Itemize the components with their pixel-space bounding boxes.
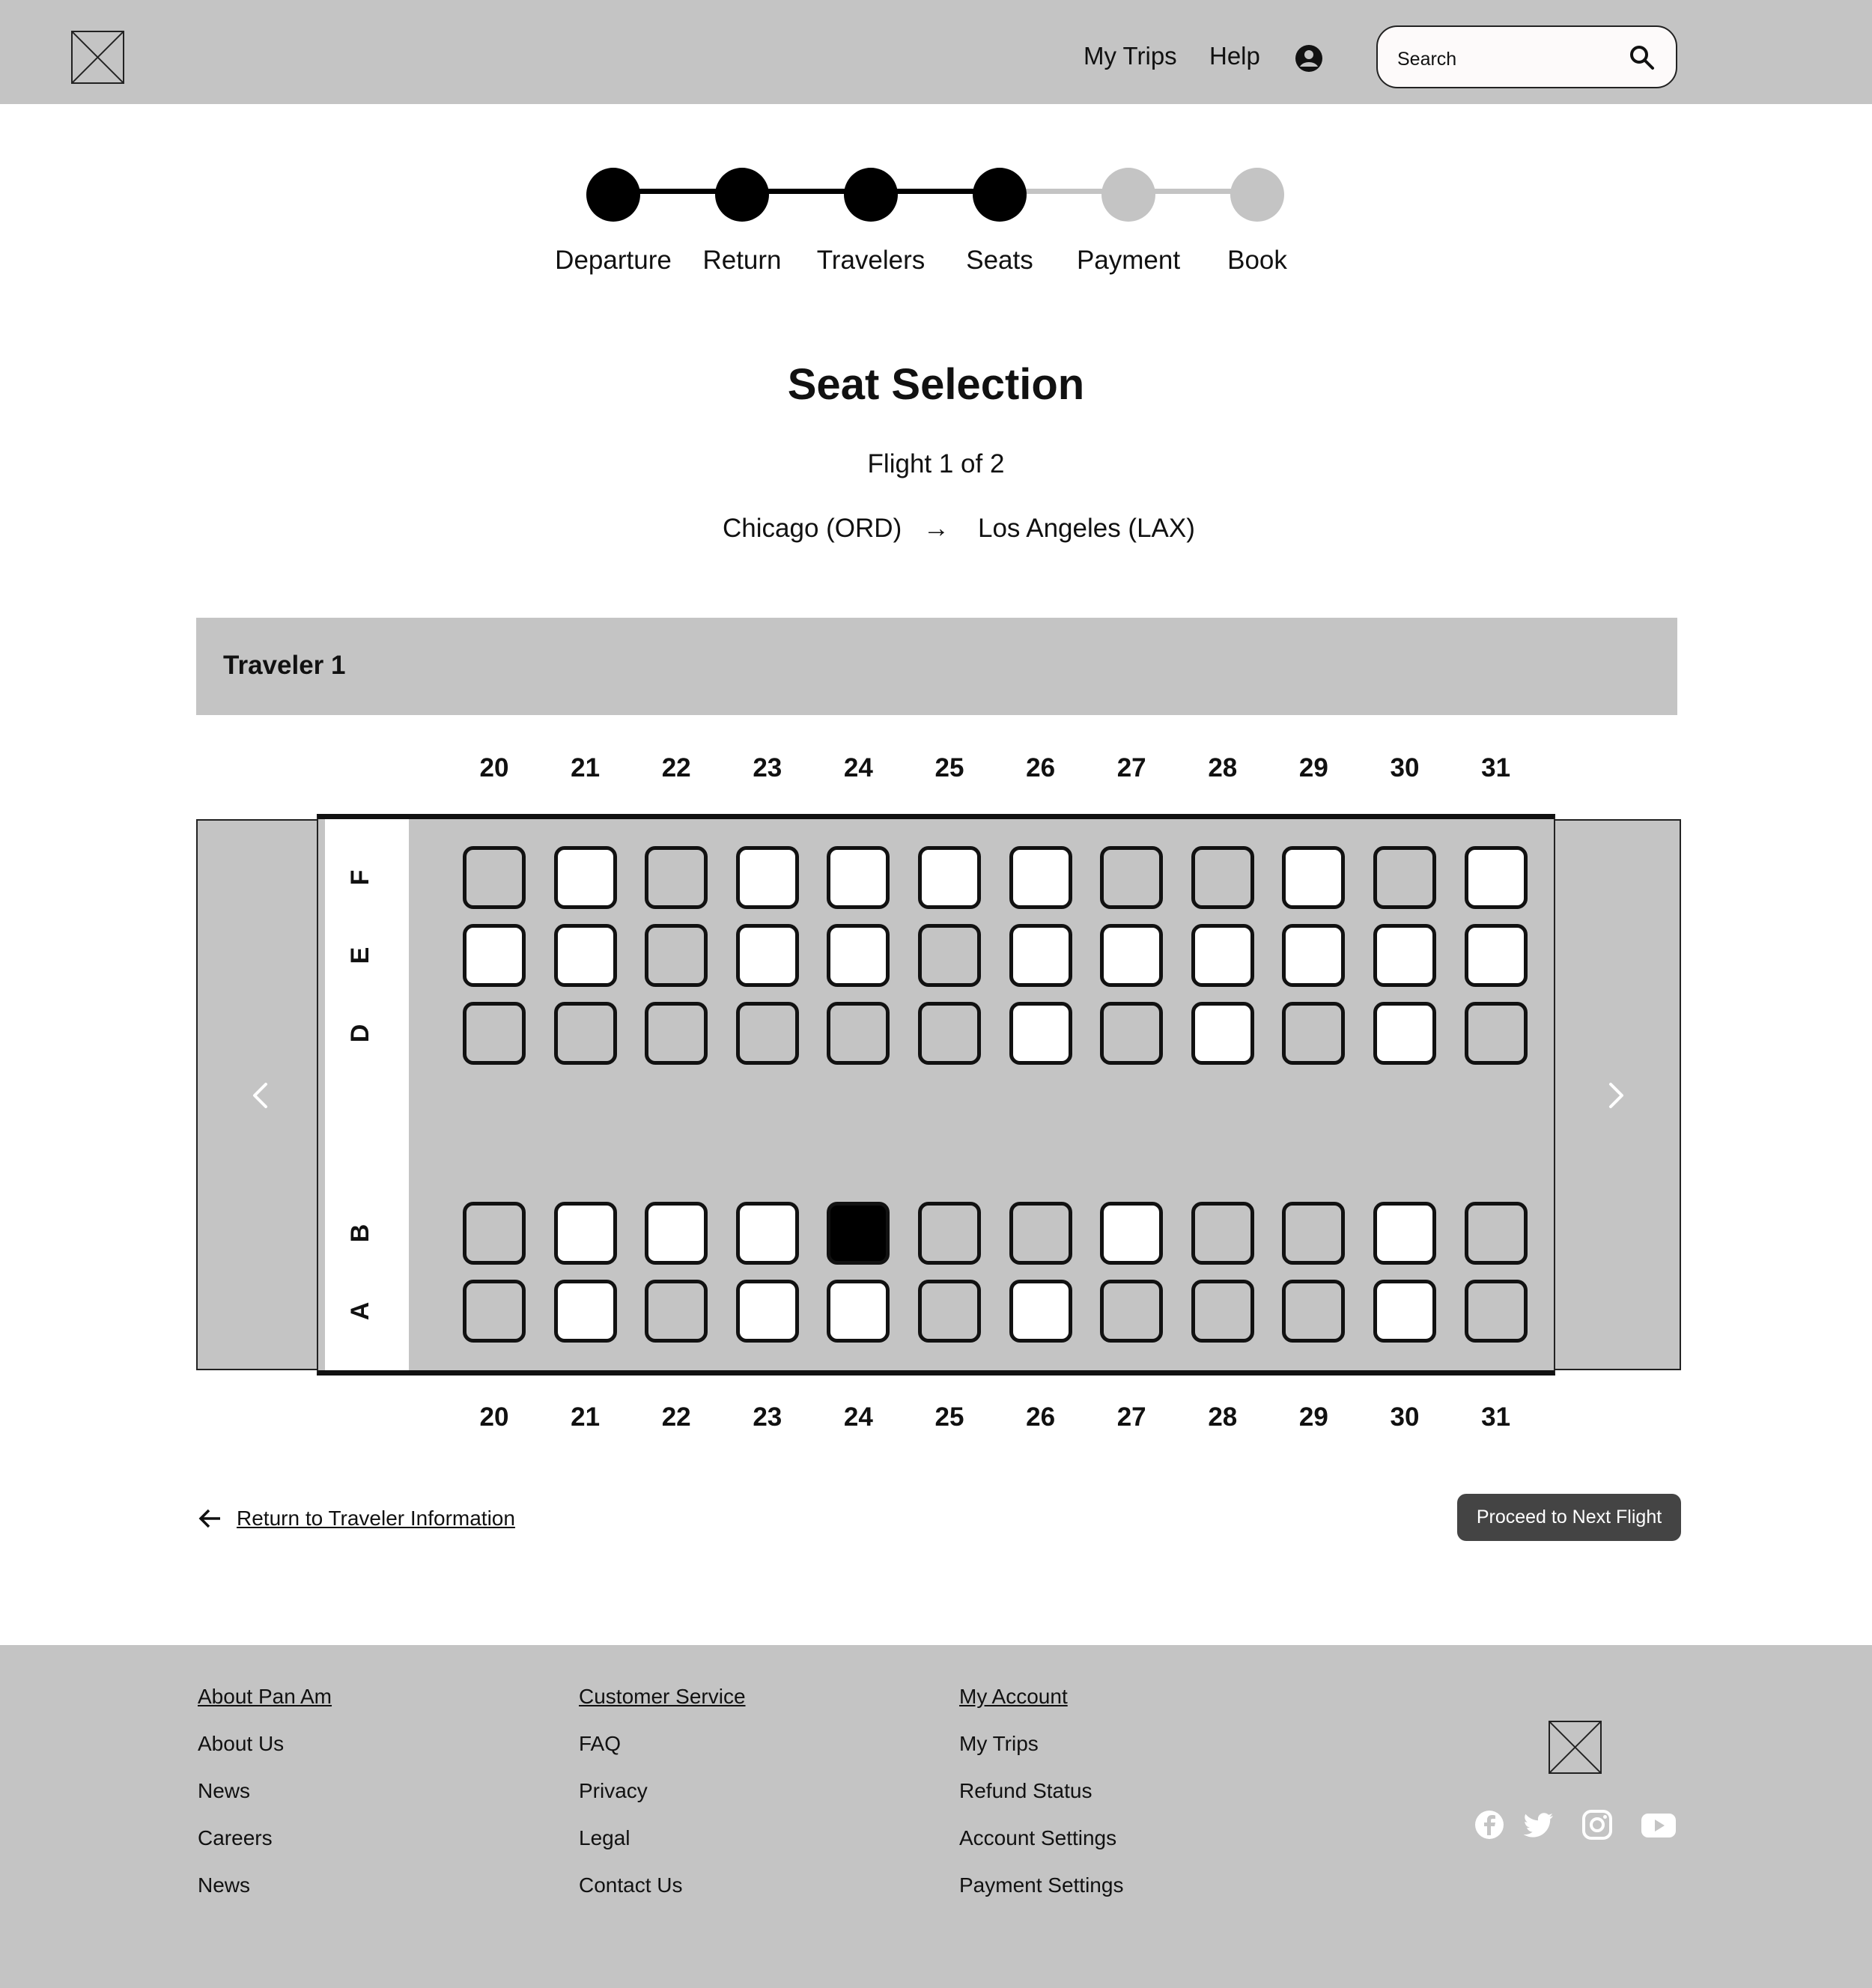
footer-link[interactable]: My Trips bbox=[959, 1732, 1039, 1755]
seat-30E[interactable] bbox=[1373, 924, 1436, 987]
column-number: 29 bbox=[1298, 753, 1328, 782]
search-input[interactable] bbox=[1396, 43, 1623, 75]
logo-placeholder-icon[interactable] bbox=[71, 31, 124, 84]
step-dot-payment bbox=[1101, 168, 1155, 222]
row-label-a: A bbox=[345, 1301, 374, 1321]
seat-26D[interactable] bbox=[1009, 1002, 1072, 1065]
seat-25A[interactable] bbox=[918, 1280, 981, 1343]
column-number: 23 bbox=[753, 753, 782, 782]
column-number: 31 bbox=[1481, 1402, 1511, 1432]
seat-24F[interactable] bbox=[827, 846, 890, 909]
footer-heading-link[interactable]: About Pan Am bbox=[198, 1685, 332, 1708]
column-number: 21 bbox=[571, 753, 601, 782]
seat-31B[interactable] bbox=[1465, 1202, 1528, 1265]
seat-23F[interactable] bbox=[736, 846, 799, 909]
footer-heading-link[interactable]: My Account bbox=[959, 1685, 1068, 1708]
column-number: 29 bbox=[1298, 1402, 1328, 1432]
seat-28D[interactable] bbox=[1191, 1002, 1254, 1065]
traveler-header[interactable] bbox=[196, 618, 1677, 715]
arrow-left-icon bbox=[196, 1505, 223, 1532]
twitter-icon[interactable] bbox=[1522, 1808, 1556, 1842]
site-header bbox=[0, 0, 1872, 104]
footer-link[interactable]: Payment Settings bbox=[959, 1873, 1124, 1897]
seat-22F[interactable] bbox=[645, 846, 708, 909]
seat-29D[interactable] bbox=[1282, 1002, 1345, 1065]
seat-27D[interactable] bbox=[1100, 1002, 1163, 1065]
seat-28A[interactable] bbox=[1191, 1280, 1254, 1343]
step-dot-return bbox=[715, 168, 769, 222]
footer-column bbox=[198, 1685, 332, 1921]
seat-25B[interactable] bbox=[918, 1202, 981, 1265]
seat-28F[interactable] bbox=[1191, 846, 1254, 909]
column-number: 28 bbox=[1208, 753, 1238, 782]
seat-24A[interactable] bbox=[827, 1280, 890, 1343]
step-dot-seats bbox=[973, 168, 1027, 222]
seat-28E[interactable] bbox=[1191, 924, 1254, 987]
footer-link[interactable]: Contact Us bbox=[579, 1873, 683, 1897]
seat-20F[interactable] bbox=[463, 846, 526, 909]
seat-24E[interactable] bbox=[827, 924, 890, 987]
seat-22B[interactable] bbox=[645, 1202, 708, 1265]
step-dot-departure bbox=[586, 168, 640, 222]
row-label-strip bbox=[325, 819, 409, 1370]
column-number: 30 bbox=[1390, 753, 1420, 782]
column-number: 21 bbox=[571, 1402, 601, 1432]
row-label-e: E bbox=[345, 946, 374, 964]
step-label-departure: Departure bbox=[555, 246, 672, 275]
seat-24B[interactable] bbox=[827, 1202, 890, 1265]
seat-21E[interactable] bbox=[554, 924, 617, 987]
footer-link[interactable]: News bbox=[198, 1873, 251, 1897]
column-number: 26 bbox=[1026, 753, 1056, 782]
seat-25F[interactable] bbox=[918, 846, 981, 909]
seat-23B[interactable] bbox=[736, 1202, 799, 1265]
step-label-payment: Payment bbox=[1076, 246, 1181, 275]
seat-27F[interactable] bbox=[1100, 846, 1163, 909]
column-number: 23 bbox=[753, 1402, 782, 1432]
seat-30D[interactable] bbox=[1373, 1002, 1436, 1065]
seat-29B[interactable] bbox=[1282, 1202, 1345, 1265]
proceed-next-flight-button[interactable]: Proceed to Next Flight bbox=[1457, 1494, 1681, 1541]
seat-22E[interactable] bbox=[645, 924, 708, 987]
seat-22D[interactable] bbox=[645, 1002, 708, 1065]
seat-22A[interactable] bbox=[645, 1280, 708, 1343]
return-to-traveler-label: Return to Traveler Information bbox=[237, 1507, 515, 1530]
footer-heading-link[interactable]: Customer Service bbox=[579, 1685, 746, 1708]
seat-21F[interactable] bbox=[554, 846, 617, 909]
step-label-travelers: Travelers bbox=[816, 246, 926, 275]
step-label-return: Return bbox=[702, 246, 782, 275]
column-number: 28 bbox=[1208, 1402, 1238, 1432]
nav-help[interactable]: Help bbox=[1209, 42, 1260, 70]
step-label-book: Book bbox=[1227, 246, 1287, 275]
footer-column bbox=[959, 1685, 1123, 1921]
seat-26B[interactable] bbox=[1009, 1202, 1072, 1265]
seat-31D[interactable] bbox=[1465, 1002, 1528, 1065]
seat-23D[interactable] bbox=[736, 1002, 799, 1065]
seat-21B[interactable] bbox=[554, 1202, 617, 1265]
footer-link[interactable]: News bbox=[198, 1779, 251, 1802]
column-number: 22 bbox=[661, 753, 691, 782]
route-arrow-icon: → bbox=[923, 514, 949, 543]
seat-28B[interactable] bbox=[1191, 1202, 1254, 1265]
seat-20E[interactable] bbox=[463, 924, 526, 987]
return-to-traveler-link[interactable] bbox=[196, 1498, 515, 1539]
column-number: 30 bbox=[1390, 1402, 1420, 1432]
footer-link[interactable]: Refund Status bbox=[959, 1779, 1092, 1802]
seat-27A[interactable] bbox=[1100, 1280, 1163, 1343]
footer-link[interactable]: FAQ bbox=[579, 1732, 622, 1755]
step-label-seats: Seats bbox=[966, 246, 1033, 275]
column-number: 24 bbox=[843, 753, 873, 782]
seat-26A[interactable] bbox=[1009, 1280, 1072, 1343]
seat-21D[interactable] bbox=[554, 1002, 617, 1065]
column-number: 22 bbox=[661, 1402, 691, 1432]
footer-column bbox=[579, 1685, 746, 1921]
footer-link[interactable]: About Us bbox=[198, 1732, 285, 1755]
seat-30A[interactable] bbox=[1373, 1280, 1436, 1343]
flight-counter: Flight 1 of 2 bbox=[867, 449, 1005, 478]
footer-link[interactable]: Account Settings bbox=[959, 1826, 1117, 1849]
seat-20A[interactable] bbox=[463, 1280, 526, 1343]
column-number: 27 bbox=[1116, 1402, 1146, 1432]
chevron-right-icon[interactable] bbox=[1590, 1069, 1643, 1122]
seat-20D[interactable] bbox=[463, 1002, 526, 1065]
seat-29A[interactable] bbox=[1282, 1280, 1345, 1343]
seat-27B[interactable] bbox=[1100, 1202, 1163, 1265]
column-number: 25 bbox=[935, 1402, 964, 1432]
seat-24D[interactable] bbox=[827, 1002, 890, 1065]
page-title: Seat Selection bbox=[787, 360, 1085, 409]
seat-29F[interactable] bbox=[1282, 846, 1345, 909]
seat-26E[interactable] bbox=[1009, 924, 1072, 987]
footer-link[interactable]: Privacy bbox=[579, 1779, 648, 1802]
seat-21A[interactable] bbox=[554, 1280, 617, 1343]
route-origin: Chicago (ORD) bbox=[723, 514, 902, 543]
column-number: 25 bbox=[935, 753, 964, 782]
seat-30B[interactable] bbox=[1373, 1202, 1436, 1265]
seat-30F[interactable] bbox=[1373, 846, 1436, 909]
search-box bbox=[1376, 25, 1677, 88]
step-dot-book bbox=[1230, 168, 1284, 222]
seat-31A[interactable] bbox=[1465, 1280, 1528, 1343]
column-number: 27 bbox=[1116, 753, 1146, 782]
seat-31E[interactable] bbox=[1465, 924, 1528, 987]
facebook-icon[interactable] bbox=[1472, 1808, 1507, 1842]
column-number: 24 bbox=[843, 1402, 873, 1432]
column-number: 20 bbox=[479, 1402, 509, 1432]
seat-20B[interactable] bbox=[463, 1202, 526, 1265]
footer-logo-placeholder-icon[interactable] bbox=[1549, 1721, 1602, 1774]
route-destination: Los Angeles (LAX) bbox=[978, 514, 1195, 543]
column-number: 20 bbox=[479, 753, 509, 782]
nav-my-trips[interactable]: My Trips bbox=[1084, 42, 1177, 70]
traveler-label: Traveler 1 bbox=[223, 651, 346, 680]
account-circle-icon[interactable] bbox=[1294, 43, 1324, 73]
row-label-b: B bbox=[345, 1223, 374, 1243]
seat-23A[interactable] bbox=[736, 1280, 799, 1343]
row-label-f: F bbox=[345, 869, 374, 886]
footer-link[interactable]: Legal bbox=[579, 1826, 630, 1849]
column-number: 26 bbox=[1026, 1402, 1056, 1432]
seat-25D[interactable] bbox=[918, 1002, 981, 1065]
seat-29E[interactable] bbox=[1282, 924, 1345, 987]
column-number: 31 bbox=[1481, 753, 1511, 782]
seat-25E[interactable] bbox=[918, 924, 981, 987]
seat-31F[interactable] bbox=[1465, 846, 1528, 909]
row-label-d: D bbox=[345, 1024, 374, 1043]
seat-27E[interactable] bbox=[1100, 924, 1163, 987]
seat-23E[interactable] bbox=[736, 924, 799, 987]
search-icon[interactable] bbox=[1629, 44, 1656, 71]
chevron-left-icon[interactable] bbox=[234, 1069, 286, 1122]
seat-26F[interactable] bbox=[1009, 846, 1072, 909]
step-dot-travelers bbox=[844, 168, 898, 222]
instagram-icon[interactable] bbox=[1580, 1808, 1614, 1842]
youtube-icon[interactable] bbox=[1640, 1808, 1677, 1842]
footer-link[interactable]: Careers bbox=[198, 1826, 273, 1849]
